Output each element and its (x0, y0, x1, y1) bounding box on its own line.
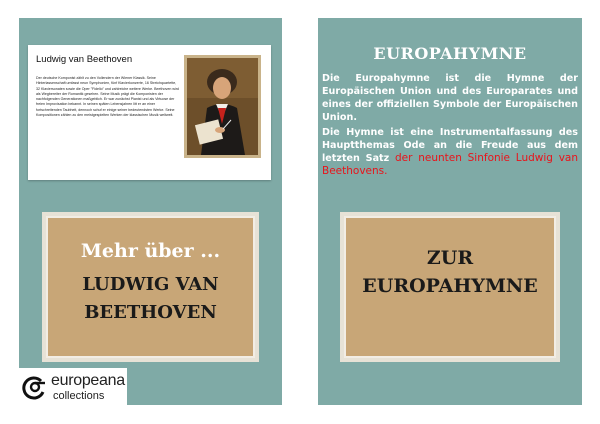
more-button-line3: BEETHOVEN (84, 302, 217, 323)
logo-subtitle: collections (53, 390, 105, 402)
more-button-face (46, 216, 255, 358)
europahymne-button-face (344, 216, 556, 358)
more-button-line2: LUDWIG VAN (82, 274, 219, 295)
info-card-text: Der deutsche Komponist zählt zu den Vollendern der Wiener Klassik. Seine Hinterlassenschaft umfasst neun Symphonien, fünf Klavierkonzerte, 16 Streichquartette, 32 Klaviersonaten sowie die Oper "Fidelio" und zahlreiche weitere Werke. Beethoven wird als Wegbereiter der Romantik gesehen. Seine Musik prägt die Komponisten der nachfolgenden Generationen maßgeblich. Er war zunächst Pianist und als Virtuose der freien Improvisation bekannt. In seinen späten Lebensjahren litt er an einer fortschreitenden Taubheit, dennoch schuf er einige seiner bedeutendsten Werke. Seine Kompositionen zählen zu den meistgespielten Werken der klassischen Musik weltweit. (36, 76, 179, 118)
hymn-paragraph-2 (322, 126, 578, 178)
europahymne-button-line2: EUROPAHYMNE (362, 275, 538, 297)
hymn-paragraph-1: Die Europahymne ist die Hymne der Europäischen Union und des Europarates und eines der offiziellen Symbole der Europäischen Union. (322, 73, 578, 123)
europeana-logo[interactable] (19, 368, 127, 406)
europahymne-button-line1: ZUR (426, 247, 474, 269)
more-about-beethoven-button[interactable] (42, 212, 259, 362)
europahymne-heading: EUROPAHYMNE (373, 44, 527, 63)
hymn-paragraph-2-text: Die Hymne ist eine Instrumentalfassung des Hauptthemas Ode an die Freude aus dem letzten Satz (322, 127, 578, 164)
info-card-title: Ludwig van Beethoven (36, 54, 133, 65)
hymn-highlight-text: der neunten Sinfonie Ludwig van Beethovens. (322, 152, 579, 177)
europeana-e-icon (21, 372, 49, 402)
left-panel (19, 18, 282, 405)
logo-wordmark: europeana (51, 372, 125, 389)
more-button-line1: Mehr über ... (80, 240, 221, 262)
beethoven-info-card (28, 45, 271, 180)
zur-europahymne-button[interactable] (340, 212, 560, 362)
beethoven-portrait (184, 55, 261, 158)
right-panel (318, 18, 582, 405)
